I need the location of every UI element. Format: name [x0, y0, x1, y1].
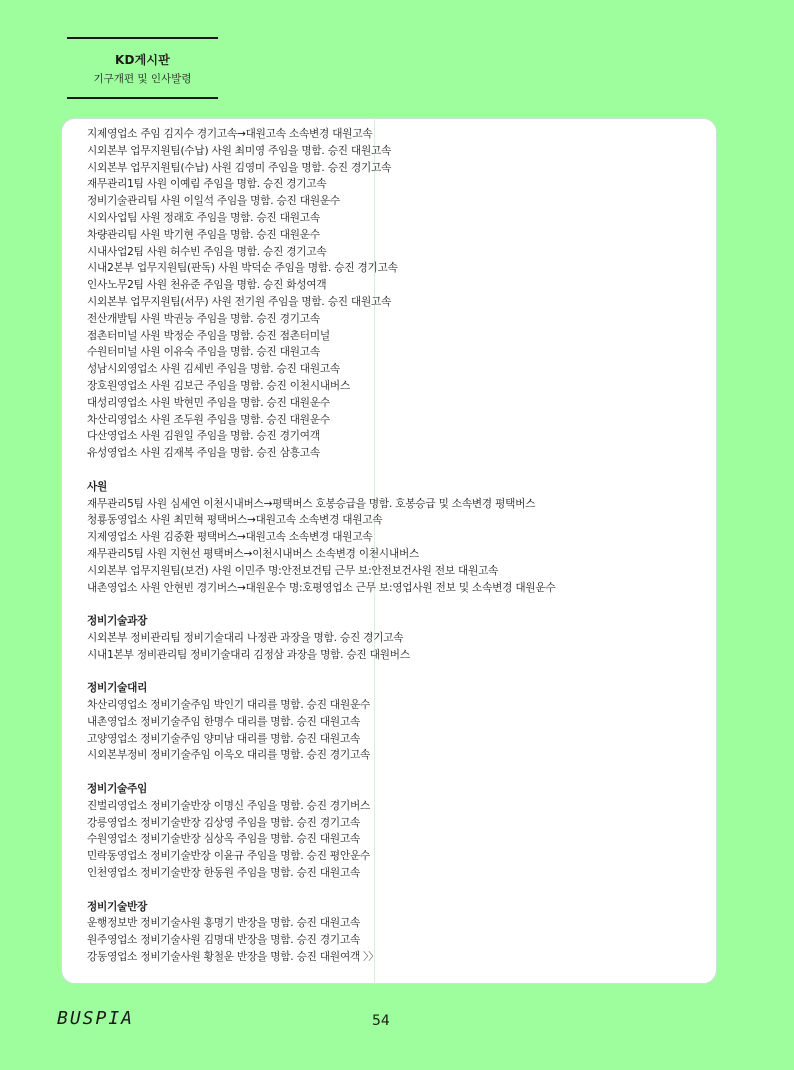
list-item: 시외본부 업무지원팀(수납) 사원 최미영 주임을 명함. 승진 대원고속: [87, 144, 392, 157]
list-item: 시외본부 업무지원팀(서무) 사원 전기원 주임을 명함. 승진 대원고속: [87, 295, 392, 308]
section-maintenance-assistant-manager: [87, 680, 707, 764]
intro-list: [87, 126, 707, 462]
list-item: 강동영업소 정비기술사원 황철운 반장을 명함. 승진 대원여객 〉〉: [87, 951, 379, 964]
list-item: 고양영업소 정비기술주임 양미남 대리를 명함. 승진 대원고속: [87, 732, 361, 745]
board-subtitle: 기구개편 및 인사발령: [93, 73, 192, 85]
section-title: 정비기술대리: [87, 682, 148, 695]
list-item: 유성영업소 사원 김재복 주임을 명함. 승진 삼흥고속: [87, 447, 320, 460]
list-item: 시내1본부 정비관리팀 정비기술대리 김정삼 과장을 명함. 승진 대원버스: [87, 648, 410, 661]
list-item: 수원터미널 사원 이유숙 주임을 명함. 승진 대원고속: [87, 346, 320, 359]
list-item: 진벌리영업소 정비기술반장 이명신 주임을 명함. 승진 경기버스: [87, 799, 371, 812]
list-item: 강릉영업소 정비기술반장 김상영 주임을 명함. 승진 경기고속: [87, 816, 361, 829]
list-item: 시외사업팀 사원 정래호 주임을 명함. 승진 대원고속: [87, 211, 320, 224]
section-title: 정비기술과장: [87, 615, 148, 628]
header-top-rule: [67, 37, 218, 39]
buspia-logo: [57, 1008, 134, 1029]
list-item: 시내사업2팀 사원 허수빈 주임을 명함. 승진 경기고속: [87, 245, 327, 258]
list-item: 정비기술관리팀 사원 이일석 주임을 명함. 승진 대원운수: [87, 195, 340, 208]
section-maintenance-foreman: [87, 899, 707, 966]
section-maintenance-manager: [87, 613, 707, 663]
list-item: 내촌영업소 사원 안현빈 경기버스→대원운수 명:호평영업소 근무 보:영업사원 전보 및 소속변경 대원운수: [87, 581, 556, 594]
section-title: 사원: [87, 480, 108, 493]
list-item: 원주영업소 정비기술사원 김명대 반장을 명함. 승진 경기고속: [87, 934, 361, 947]
list-item: 재무관리1팀 사원 이예림 주임을 명함. 승진 경기고속: [87, 178, 327, 191]
list-item: 민락동영업소 정비기술반장 이윤규 주임을 명함. 승진 평안운수: [87, 850, 371, 863]
list-item: 차량관리팀 사원 박기현 주임을 명함. 승진 대원운수: [87, 228, 320, 241]
list-item: 지제영업소 사원 김중환 평택버스→대원고속 소속변경 대원고속: [87, 531, 373, 544]
logo-text: BUSPIA: [57, 1008, 135, 1029]
section-staff: [87, 479, 707, 597]
list-item: 재무관리5팀 사원 지현선 평택버스→이천시내버스 소속변경 이천시내버스: [87, 547, 420, 560]
list-item: 시외본부정비 정비기술주임 이욱오 대리를 명함. 승진 경기고속: [87, 749, 371, 762]
list-item: 전산개발팀 사원 박권능 주임을 명함. 승진 경기고속: [87, 312, 320, 325]
list-item: 차산리영업소 정비기술주임 박인기 대리를 명함. 승진 대원운수: [87, 699, 371, 712]
page-number: 54: [372, 1013, 390, 1029]
section-title: 정비기술반장: [87, 900, 148, 913]
list-item: 인사노무2팀 사원 천유준 주임을 명함. 승진 화성여객: [87, 279, 327, 292]
list-item: 대성리영업소 사원 박현민 주임을 명함. 승진 대원운수: [87, 396, 330, 409]
list-item: 청룡동영업소 사원 최민혁 평택버스→대원고속 소속변경 대원고속: [87, 514, 383, 527]
announcement-content: [87, 126, 707, 966]
list-item: 내촌영업소 정비기술주임 한명수 대리를 명함. 승진 대원고속: [87, 715, 361, 728]
list-item: 점촌터미널 사원 박정순 주임을 명함. 승진 점촌터미널: [87, 329, 330, 342]
list-item: 시외본부 업무지원팀(보건) 사원 이민주 명:안전보건팀 근무 보:안전보건사원 전보 대원고속: [87, 564, 499, 577]
list-item: 인천영업소 정비기술반장 한동원 주임을 명함. 승진 대원고속: [87, 867, 361, 880]
list-item: 지제영업소 주임 김지수 경기고속→대원고속 소속변경 대원고속: [87, 128, 373, 140]
section-title: 정비기술주임: [87, 783, 148, 796]
list-item: 장호원영업소 사원 김보근 주임을 명함. 승진 이천시내버스: [87, 379, 350, 392]
list-item: 시외본부 업무지원팀(수납) 사원 김영미 주임을 명함. 승진 경기고속: [87, 161, 392, 174]
section-maintenance-senior-staff: [87, 781, 707, 882]
board-title: KD게시판: [114, 53, 171, 67]
list-item: 운행정보반 정비기술사원 홍명기 반장을 명함. 승진 대원고속: [87, 917, 361, 930]
list-item: 다산영업소 사원 김원일 주임을 명함. 승진 경기여객: [87, 430, 320, 443]
list-item: 수원영업소 정비기술반장 심상옥 주임을 명함. 승진 대원고속: [87, 833, 361, 846]
header-bottom-rule: [67, 97, 218, 99]
list-item: 시외본부 정비관리팀 정비기술대리 나정관 과장을 명함. 승진 경기고속: [87, 631, 404, 644]
list-item: 성남시외영업소 사원 김세빈 주임을 명함. 승진 대원고속: [87, 363, 340, 376]
list-item: 시내2본부 업무지원팀(판독) 사원 박덕순 주임을 명함. 승진 경기고속: [87, 262, 398, 275]
list-item: 재무관리5팀 사원 심세연 이천시내버스→평택버스 호봉승급을 명함. 호봉승급 및 소속변경 평택버스: [87, 497, 536, 510]
list-item: 차산리영업소 사원 조두원 주임을 명함. 승진 대원운수: [87, 413, 330, 426]
